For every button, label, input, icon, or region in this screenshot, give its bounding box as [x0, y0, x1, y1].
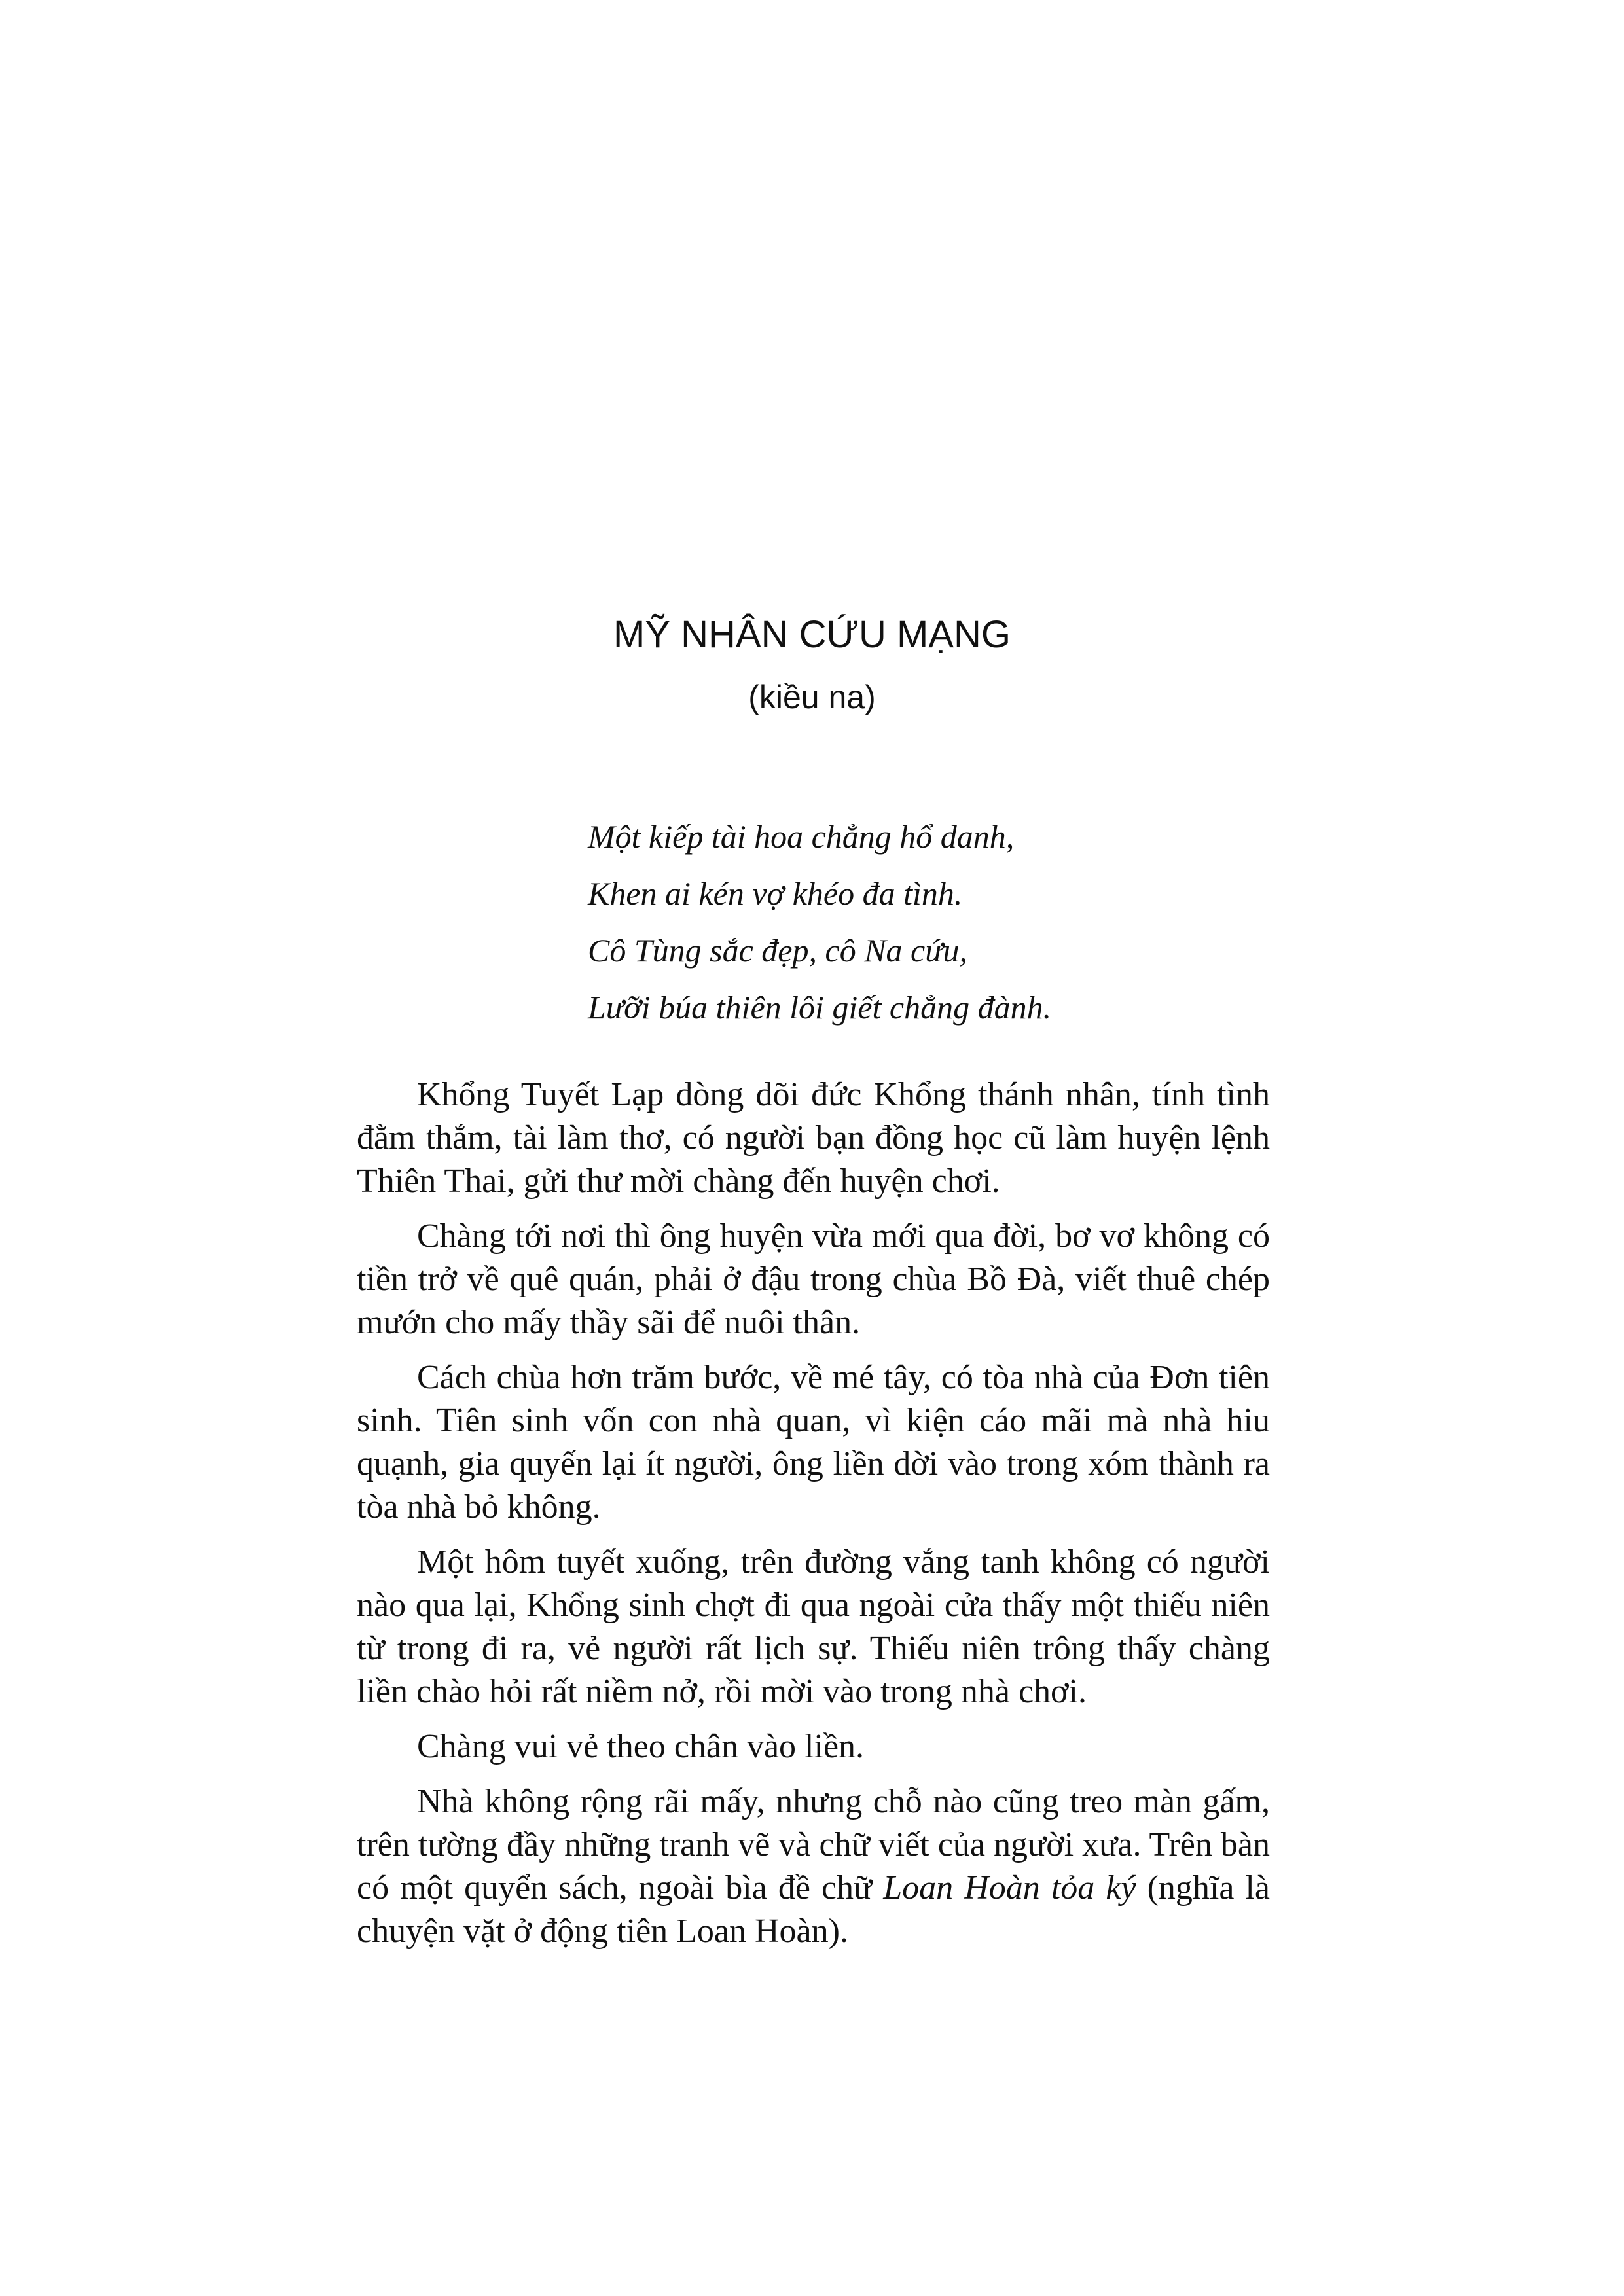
paragraph-6-text-before: Nhà không rộng rãi mấy, nhưng chỗ nào cũng treo màn gấm, trên tường đầy những tranh vẽ và chữ viết của người xưa. Trên bàn có một quyển sách, ngoài bìa đề chữ	[357, 1783, 1270, 1907]
story-body	[357, 1073, 1270, 1953]
epigraph-poem	[588, 808, 1373, 1036]
paragraph-2: Chàng tới nơi thì ông huyện vừa mới qua đời, bơ vơ không có tiền trở về quê quán, phải ở đậu trong chùa Bồ Đà, viết thuê chép mướn cho mấy thầy sãi để nuôi thân.	[357, 1217, 1270, 1341]
story-title: MỸ NHÂN CỨU MẠNG	[613, 613, 1011, 656]
book-title-italic: Loan Hoàn tỏa ký	[883, 1869, 1136, 1907]
paragraph-6-text-after: (nghĩa là chuyện vặt ở động tiên Loan Hoàn).	[357, 1869, 1270, 1950]
paragraph-5: Chàng vui vẻ theo chân vào liền.	[417, 1728, 865, 1765]
poem-line-1: Một kiếp tài hoa chẳng hổ danh,	[588, 818, 1015, 855]
paragraph-4: Một hôm tuyết xuống, trên đường vắng tanh không có người nào qua lại, Khổng sinh chợt đi qua ngoài cửa thấy một thiếu niên từ trong đi ra, vẻ người rất lịch sự. Thiếu niên trông thấy chàng liền chào hỏi rất niềm nở, rồi mời vào trong nhà chơi.	[357, 1543, 1270, 1710]
poem-line-2: Khen ai kén vợ khéo đa tình.	[588, 875, 963, 912]
paragraph-1: Khổng Tuyết Lạp dòng dõi đức Khổng thánh nhân, tính tình đằm thắm, tài làm thơ, có người bạn đồng học cũ làm huyện lệnh Thiên Thai, gửi thư mời chàng đến huyện chơi.	[357, 1076, 1270, 1200]
poem-line-3: Cô Tùng sắc đẹp, cô Na cứu,	[588, 932, 968, 969]
paragraph-6	[357, 1780, 1270, 1953]
poem-line-4: Lưỡi búa thiên lôi giết chẳng đành.	[588, 989, 1052, 1026]
story-subtitle: (kiều na)	[748, 679, 876, 715]
paragraph-3: Cách chùa hơn trăm bước, về mé tây, có tòa nhà của Đơn tiên sinh. Tiên sinh vốn con nhà quan, vì kiện cáo mãi mà nhà hiu quạnh, gia quyến lại ít người, ông liền dời vào trong xóm thành ra tòa nhà bỏ không.	[357, 1359, 1270, 1526]
